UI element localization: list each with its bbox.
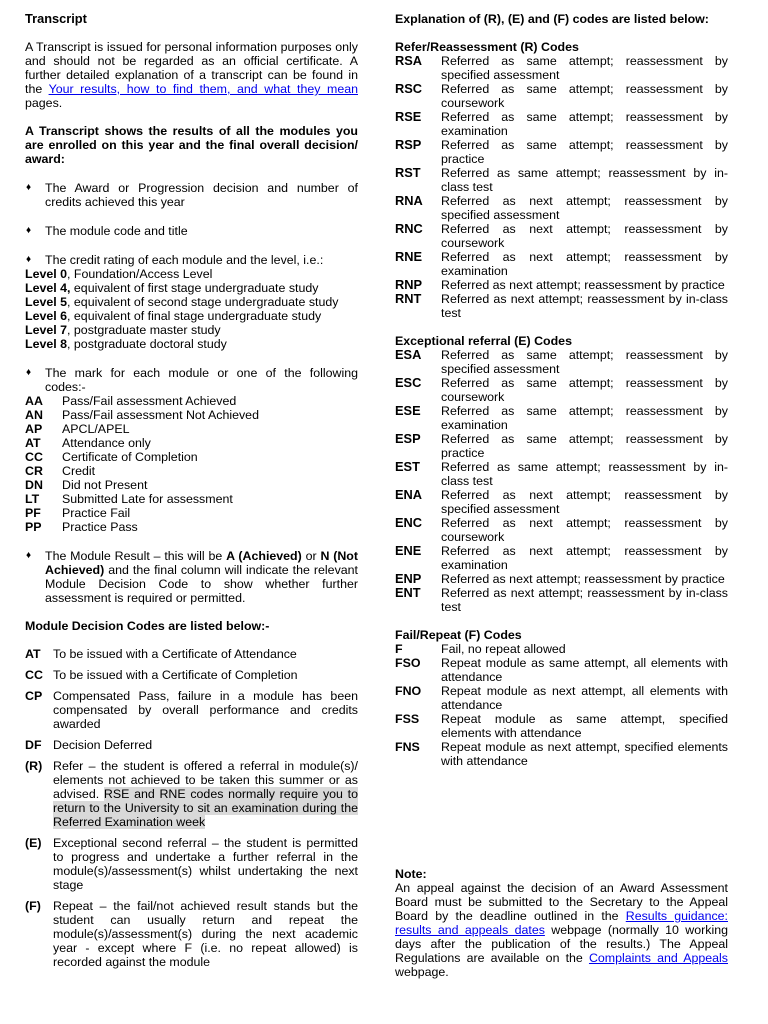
bullet-award: ♦ The Award or Progression decision and number of credits achieved this year [26,181,358,209]
mark-code-item: AN Pass/Fail assessment Not Achieved [25,408,259,422]
note-heading: Note: [395,867,427,881]
refer-code-item: RSE Referred as same attempt; reassessment by examination [395,109,728,138]
decision-code-item: DF Decision Deferred [25,738,153,752]
mark-code-item: DN Did not Present [25,478,148,492]
transcript-intro: A Transcript is issued for personal information purposes only and should not be regarded as an official certificate. A further detailed explanation of a transcript can be found in the Your results, how to find them, and what they mean pages. [25,40,358,110]
fail-code-item: FSO Repeat module as same attempt, all elements with attendance [395,656,728,684]
exceptional-code-item: ESA Referred as same attempt; reassessment by specified assessment [395,347,728,376]
complaints-appeals-link[interactable]: Complaints and Appeals [588,951,728,965]
fail-repeat-codes-heading: Fail/Repeat (F) Codes [395,628,522,642]
diamond-bullet-icon: ♦ [26,367,32,378]
levels-list [25,267,358,351]
refer-code-item: RNA Referred as next attempt; reassessment by specified assessment [395,193,728,222]
refer-code-item: RNC Referred as next attempt; reassessment by coursework [395,221,728,250]
mark-code-item: CR Credit [25,464,96,478]
exceptional-code-item: ENE Referred as next attempt; reassessment by examination [395,543,728,572]
exceptional-code-item: EST Referred as same attempt; reassessment by in-class test [395,459,728,488]
decision-code-item-repeat: (F) Repeat – the fail/not achieved result stands but the student can usually return and repeat the module(s)/assessment(s) during the next academic year - except where F (i.e. no repeat allowed) is recorded against the module [25,899,358,969]
refer-code-item: RNE Referred as next attempt; reassessment by examination [395,249,728,278]
mark-code-item: AA Pass/Fail assessment Achieved [25,394,237,408]
diamond-bullet-icon: ♦ [26,550,32,561]
level-item: Level 5, equivalent of second stage undergraduate study [25,295,339,309]
refer-code-item: RSC Referred as same attempt; reassessment by coursework [395,81,728,110]
mark-code-item: AT Attendance only [25,436,151,450]
diamond-bullet-icon: ♦ [26,182,32,193]
mark-code-item: LT Submitted Late for assessment [25,492,233,506]
level-item: Level 4, equivalent of first stage undergraduate study [25,281,319,295]
exceptional-code-item: ENP Referred as next attempt; reassessment by practice [395,571,725,586]
decision-code-item-exceptional: (E) Exceptional second referral – the student is permitted to progress and undertake a further referral in the module(s)/assessment(s) whilst undertaking the next stage [25,836,358,892]
decision-codes-heading: Module Decision Codes are listed below:- [25,619,270,633]
mark-code-item: PF Practice Fail [25,506,131,520]
fail-code-item: FNS Repeat module as next attempt, specified elements with attendance [395,740,728,768]
shows-heading: A Transcript shows the results of all the modules you are enrolled on this year and the final overall decision/ award: [25,124,358,166]
exceptional-code-item: ENC Referred as next attempt; reassessment by coursework [395,515,728,544]
decision-code-item: CP Compensated Pass, failure in a module has been compensated by overall performance and credits awarded [25,689,358,731]
exceptional-code-item: ESE Referred as same attempt; reassessment by examination [395,403,728,432]
fail-code-item: F Fail, no repeat allowed [395,642,566,656]
decision-codes-list [25,647,358,969]
refer-code-item: RST Referred as same attempt; reassessment by in-class test [395,165,728,194]
mark-codes-list [25,394,358,534]
level-item: Level 6, equivalent of final stage undergraduate study [25,309,322,323]
explanation-heading: Explanation of (R), (E) and (F) codes are listed below: [395,12,709,26]
exceptional-code-item: ENT Referred as next attempt; reassessment by in-class test [395,585,728,614]
level-item: Level 0, Foundation/Access Level [25,267,213,281]
mark-code-item: AP APCL/APEL [25,422,130,436]
refer-code-item: RNT Referred as next attempt; reassessment by in-class test [395,291,728,320]
results-guidance-link[interactable]: Results guidance: results and appeals dates [395,909,728,937]
decision-code-item-refer: (R) Refer – the student is offered a referral in module(s)/ elements not achieved to be taken this summer or as advised. RSE and RNE codes normally require you to return to the University to sit an examination during the Referred Examination week [25,759,358,829]
level-item: Level 7, postgraduate master study [25,323,221,337]
mark-code-item: CC Certificate of Completion [25,450,198,464]
exceptional-code-item: ENA Referred as next attempt; reassessment by specified assessment [395,487,728,516]
decision-code-item: CC To be issued with a Certificate of Completion [25,668,298,682]
exceptional-codes-list [395,348,728,614]
refer-codes-list [395,54,728,320]
bullet-module-result: ♦ The Module Result – this will be A (Achieved) or N (Not Achieved) and the final column will indicate the relevant Module Decision Code to show whether further assessment is required or permitted. [26,549,359,605]
appeal-note [395,867,728,979]
note-text: An appeal against the decision of an Award Assessment Board must be submitted to the Secretary to the Appeal Board by the deadline outlined in the Results guidance: results and appeals dates webpage (normally 10 working days after the publication of the results.) The Appeal Regulations are available on the Complaints and Appeals webpage. [395,881,728,979]
level-item: Level 8, postgraduate doctoral study [25,337,227,351]
right-column [395,12,728,979]
mark-code-item: PP Practice Pass [25,520,138,534]
exceptional-codes-heading: Exceptional referral (E) Codes [395,334,572,348]
refer-codes-heading: Refer/Reassessment (R) Codes [395,40,579,54]
decision-code-item: AT To be issued with a Certificate of Attendance [25,647,297,661]
fail-repeat-codes-list [395,642,728,768]
diamond-bullet-icon: ♦ [26,254,32,265]
refer-code-item: RNP Referred as next attempt; reassessment by practice [395,277,725,292]
transcript-title: Transcript [25,11,87,26]
exceptional-code-item: ESC Referred as same attempt; reassessment by coursework [395,375,728,404]
refer-code-item: RSA Referred as same attempt; reassessment by specified assessment [395,53,728,82]
highlighted-note: RSE and RNE codes normally require you to return to the University to sit an examination during the Referred Examination week [53,787,358,829]
fail-code-item: FNO Repeat module as next attempt, all elements with attendance [395,684,728,712]
fail-code-item: FSS Repeat module as same attempt, specified elements with attendance [395,712,728,740]
refer-code-item: RSP Referred as same attempt; reassessment by practice [395,137,728,166]
bullet-mark: ♦ The mark for each module or one of the following codes:- [26,366,358,394]
exceptional-code-item: ESP Referred as same attempt; reassessment by practice [395,431,728,460]
left-column [25,12,358,969]
bullet-credit: ♦ The credit rating of each module and the level, i.e.: [26,253,324,267]
bullet-module-code: ♦ The module code and title [26,224,188,238]
results-explanation-link[interactable]: Your results, how to find them, and what they mean [48,82,358,96]
diamond-bullet-icon: ♦ [26,225,32,236]
